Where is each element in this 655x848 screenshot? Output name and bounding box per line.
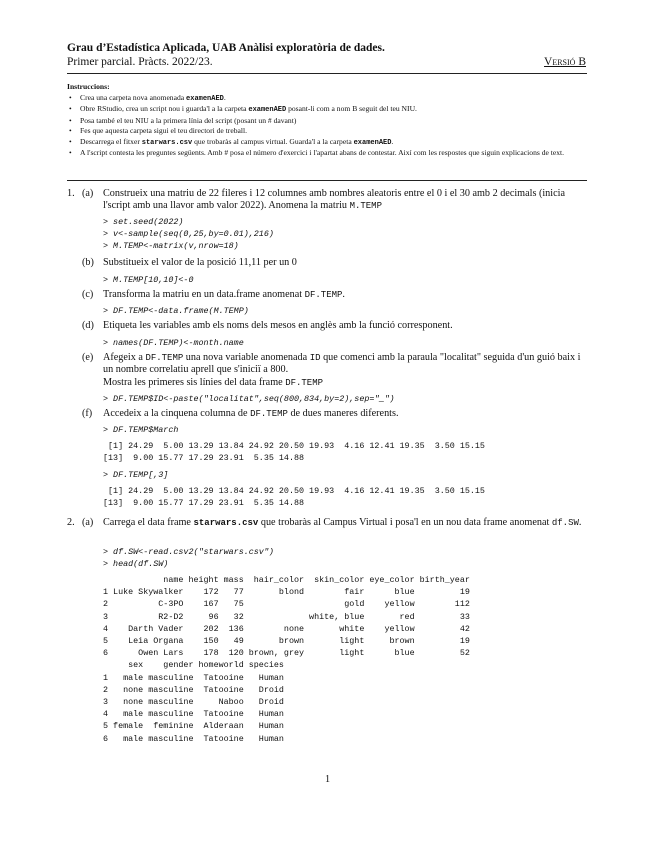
part-label: (c)	[82, 289, 94, 300]
instruction-item: • A l'script contesta les preguntes següents. Amb # posa el número d'exercici i l'apartat abans de contestar. Així com les respostes que siguin explicacions de text.	[67, 148, 587, 159]
q1-e-code: > DF.TEMP$ID<-paste("localitat",seq(800,834,by=2),sep="_")	[103, 394, 395, 404]
instruction-item: • Obre RStudio, crea un script nou i guarda'l a la carpeta examenAED posant-li com a nom B seguit del teu NIU.	[67, 104, 587, 116]
q1-a-code: > set.seed(2022) > v<-sample(seq(0,25,by=0.01),216) > M.TEMP<-matrix(v,nrow=18)	[103, 217, 274, 251]
header-rule	[67, 73, 587, 74]
instruction-item: • Crea una carpeta nova anomenada examenAED.	[67, 93, 587, 105]
instructions-title: Instruccions:	[67, 82, 110, 91]
q1-f-code2: > DF.TEMP[,3]	[103, 470, 169, 480]
question-number: 2.	[67, 517, 75, 528]
q1-d-code: > names(DF.TEMP)<-month.name	[103, 338, 244, 348]
part-label: (b)	[82, 257, 94, 268]
course-title: Grau d’Estadística Aplicada, UAB Anàlisi exploratòria de dades.	[67, 42, 385, 54]
instruction-item: • Descarrega el fitxer starwars.csv que trobaràs al campus virtual. Guarda'l a la carpeta examenAED.	[67, 137, 587, 149]
q1-d-text: Etiqueta les variables amb els noms dels mesos en anglès amb la funció corresponent.	[103, 320, 453, 331]
part-label: (d)	[82, 320, 94, 331]
part-label: (a)	[82, 188, 94, 199]
instructions-rule	[67, 180, 587, 181]
q1-a-text: Construeix una matriu de 22 fileres i 12 columnes amb nombres aleatoris entre el 0 i el 30 amb 2 decimals (inicia l'script amb una llavor amb valor 2022). Anomena la matriu M.TEMP	[103, 188, 565, 212]
q2-a-text: Carrega el data frame starwars.csv que trobaràs al Campus Virtual i posa'l en un nou data frame anomenat df.SW.	[103, 517, 582, 528]
q1-b-text: Substitueix el valor de la posició 11,11 per un 0	[103, 257, 297, 268]
q1-c-code: > DF.TEMP<-data.frame(M.TEMP)	[103, 306, 249, 316]
page-number: 1	[324, 774, 331, 785]
q1-b-code: > M.TEMP[10,10]<-0	[103, 275, 194, 285]
q1-f-output1: [1] 24.29 5.00 13.29 13.84 24.92 20.50 19.93 4.16 12.41 19.35 3.50 15.15 [13] 9.00 15.77 17.29 23.91 5.35 14.88	[103, 441, 485, 464]
q1-f-output2: [1] 24.29 5.00 13.29 13.84 24.92 20.50 19.93 4.16 12.41 19.35 3.50 15.15 [13] 9.00 15.77 17.29 23.91 5.35 14.88	[103, 486, 485, 509]
exam-subtitle: Primer parcial. Pràcts. 2022/23.	[67, 56, 213, 68]
part-label: (a)	[82, 517, 94, 528]
version-label: Versió B	[544, 56, 586, 68]
question-number: 1.	[67, 188, 75, 199]
q2-a-code: > df.SW<-read.csv2("starwars.csv") > head(df.SW)	[103, 547, 274, 569]
instructions-list	[67, 93, 587, 159]
q1-f-code1: > DF.TEMP$March	[103, 425, 179, 435]
q1-f-text: Accedeix a la cinquena columna de DF.TEMP de dues maneres diferents.	[103, 408, 399, 419]
part-label: (f)	[82, 408, 93, 419]
q2-a-output: name height mass hair_color skin_color eye_color birth_year 1 Luke Skywalker 172 77 blond fair blue 19 2 C-3PO 167 75 gold yellow 112 3 R2-D2 96 32 white, blue red 33 4 Darth Vader 202 136 none white yellow 42 5 Leia Organa 150 49 brown light brown 19 6 Owen Lars 178 120 brown, grey light blue 52 sex gender homeworld species 1 male masculine Tatooine Human 2 none masculine Tatooine Droid 3 none masculine Naboo Droid 4 male masculine Tatooine Human 5 female feminine Alderaan Human 6 male masculine Tatooine Human	[103, 575, 470, 744]
q1-c-text: Transforma la matriu en un data.frame anomenat DF.TEMP.	[103, 289, 345, 300]
part-label: (e)	[82, 352, 94, 363]
instruction-item: • Fes que aquesta carpeta sigui el teu directori de treball.	[67, 126, 587, 137]
instructions-box	[67, 82, 587, 159]
instruction-item: • Posa també el teu NIU a la primera línia del script (posant un # davant)	[67, 116, 587, 127]
q1-e-text: Afegeix a DF.TEMP una nova variable anomenada ID que comenci amb la paraula "localitat" seguida d'un guió baix i un nombre correlatiu aprell que s'iniciï a 800. Mostra les primeres sis línies del data frame DF.TEMP	[103, 352, 581, 388]
